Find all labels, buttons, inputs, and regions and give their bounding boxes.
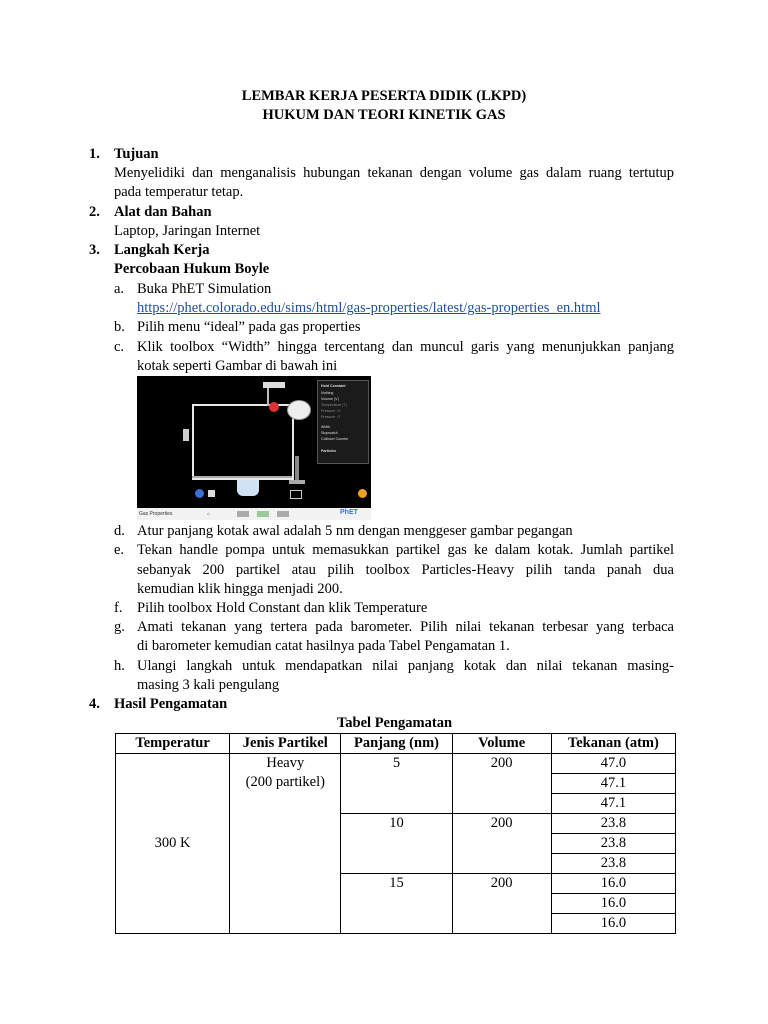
table-row <box>116 754 676 774</box>
cell-tekanan: 23.8 <box>551 854 675 874</box>
cell-panjang: 5 <box>341 754 452 814</box>
section-1-heading: Tujuan <box>114 146 159 162</box>
step-g-line-2: di barometer kemudian catat hasilnya pada Tabel Pengamatan 1. <box>137 638 510 654</box>
step-h-line-2: masing 3 kali pengulang <box>137 677 280 693</box>
phet-simulation-link[interactable]: https://phet.colorado.edu/sims/html/gas-properties/latest/gas-properties_en.html <box>137 300 601 316</box>
step-a-letter: a. <box>114 281 125 297</box>
width-ruler <box>192 476 292 478</box>
header-temperatur: Temperatur <box>116 734 230 754</box>
panel-item-volume[interactable]: Volume (V) <box>321 397 339 401</box>
section-4-heading: Hasil Pengamatan <box>114 696 228 712</box>
cell-panjang: 15 <box>341 874 452 934</box>
reset-all-icon <box>358 489 367 498</box>
title-line-2: HUKUM DAN TEORI KINETIK GAS <box>262 107 506 123</box>
play-button-icon <box>195 489 204 498</box>
step-b-letter: b. <box>114 319 125 335</box>
cell-tekanan: 47.1 <box>551 774 675 794</box>
gas-container-box <box>192 404 294 480</box>
cell-temperature: 300 K <box>116 754 230 934</box>
cell-tekanan: 16.0 <box>551 914 675 934</box>
table-caption: Tabel Pengamatan <box>336 715 453 731</box>
observation-table <box>115 733 676 934</box>
step-c-line-2: kotak seperti Gambar di bawah ini <box>137 358 338 374</box>
panel-title: Hold Constant <box>321 384 346 388</box>
step-e-line-2: sebanyak 200 partikel atau pilih toolbox Particles-Heavy pilih tanda panah dua <box>137 562 674 578</box>
step-e-letter: e. <box>114 542 125 558</box>
step-e-line-3: kemudian klik hingga menjadi 200. <box>137 581 343 597</box>
cell-tekanan: 47.1 <box>551 794 675 814</box>
section-1-number: 1. <box>89 146 100 162</box>
hold-constant-panel <box>317 380 369 464</box>
panel-item-stopwatch[interactable]: Stopwatch <box>321 431 338 435</box>
step-b-text: Pilih menu “ideal” pada gas properties <box>137 319 361 335</box>
cell-tekanan: 16.0 <box>551 894 675 914</box>
section-2-number: 2. <box>89 204 100 220</box>
screen-thumb-3-icon[interactable] <box>277 511 289 517</box>
step-d-letter: d. <box>114 523 125 539</box>
thermometer-bulb <box>269 402 279 412</box>
step-h-letter: h. <box>114 658 125 674</box>
panel-item-width[interactable]: Width <box>321 425 331 429</box>
step-c-line-1: Klik toolbox “Width” hingga tercentang dan muncul garis yang menunjukkan panjang <box>137 339 674 355</box>
table-header-row <box>116 734 676 754</box>
cell-panjang: 10 <box>341 814 452 874</box>
phet-gas-properties-screenshot <box>137 376 371 520</box>
sim-footer-label: Gas Properties <box>139 511 173 517</box>
cell-tekanan: 23.8 <box>551 834 675 854</box>
step-g-letter: g. <box>114 619 125 635</box>
heat-cool-bucket-icon <box>237 480 259 496</box>
step-a-text: Buka PhET Simulation <box>137 281 272 297</box>
particle-type-line-1: Heavy <box>266 755 305 771</box>
cell-tekanan: 16.0 <box>551 874 675 894</box>
header-tekanan: Tekanan (atm) <box>551 734 675 754</box>
cell-particle-type <box>230 754 341 934</box>
screen-thumb-2-icon[interactable] <box>257 511 269 517</box>
zoom-button-icon <box>290 490 302 499</box>
phet-logo: PhET <box>340 509 358 516</box>
container-handle <box>183 429 189 441</box>
particles-accordion[interactable]: Particles <box>321 449 336 453</box>
sim-footer-bar <box>137 508 371 520</box>
section-3-number: 3. <box>89 242 100 258</box>
section-3-subheading: Percobaan Hukum Boyle <box>114 261 270 277</box>
particle-type-line-2: (200 partikel) <box>245 774 325 790</box>
screen-thumb-1-icon[interactable] <box>237 511 249 517</box>
home-icon[interactable]: ⌂ <box>207 511 211 517</box>
panel-item-collision-counter[interactable]: Collision Counter <box>321 437 349 441</box>
title-line-1: LEMBAR KERJA PESERTA DIDIK (LKPD) <box>241 88 527 104</box>
section-3-heading: Langkah Kerja <box>114 242 210 258</box>
cell-volume: 200 <box>452 874 551 934</box>
panel-item-nothing[interactable]: Nothing <box>321 391 334 395</box>
header-panjang: Panjang (nm) <box>341 734 452 754</box>
cell-volume: 200 <box>452 814 551 874</box>
header-jenis-partikel: Jenis Partikel <box>230 734 341 754</box>
section-2-heading: Alat dan Bahan <box>114 204 212 220</box>
step-d-text: Atur panjang kotak awal adalah 5 nm dengan menggeser gambar pegangan <box>137 523 573 539</box>
step-e-line-1: Tekan handle pompa untuk memasukkan partikel gas ke dalam kotak. Jumlah partikel <box>137 542 674 558</box>
section-1-text-line-1: Menyelidiki dan menganalisis hubungan tekanan dengan volume gas dalam ruang tertutup <box>114 165 674 181</box>
step-f-text: Pilih toolbox Hold Constant dan klik Temperature <box>137 600 428 616</box>
step-button-icon <box>208 490 215 497</box>
step-g-line-1: Amati tekanan yang tertera pada barometer. Pilih nilai tekanan terbesar yang terbaca <box>137 619 674 635</box>
section-1-text-line-2: pada temperatur tetap. <box>114 184 244 200</box>
step-h-line-1: Ulangi langkah untuk mendapatkan nilai panjang kotak dan nilai tekanan masing- <box>137 658 674 674</box>
panel-item-pressure-v[interactable]: Pressure ↑V <box>321 409 341 413</box>
cell-volume: 200 <box>452 754 551 814</box>
panel-item-pressure-t[interactable]: Pressure ↑T <box>321 415 341 419</box>
cell-tekanan: 47.0 <box>551 754 675 774</box>
cell-tekanan: 23.8 <box>551 814 675 834</box>
section-4-number: 4. <box>89 696 100 712</box>
header-volume: Volume <box>452 734 551 754</box>
step-c-letter: c. <box>114 339 125 355</box>
section-2-text: Laptop, Jaringan Internet <box>114 223 261 239</box>
barometer-gauge-icon <box>287 400 311 420</box>
panel-item-temperature[interactable]: Temperature (T) <box>321 403 347 407</box>
step-f-letter: f. <box>114 600 123 616</box>
